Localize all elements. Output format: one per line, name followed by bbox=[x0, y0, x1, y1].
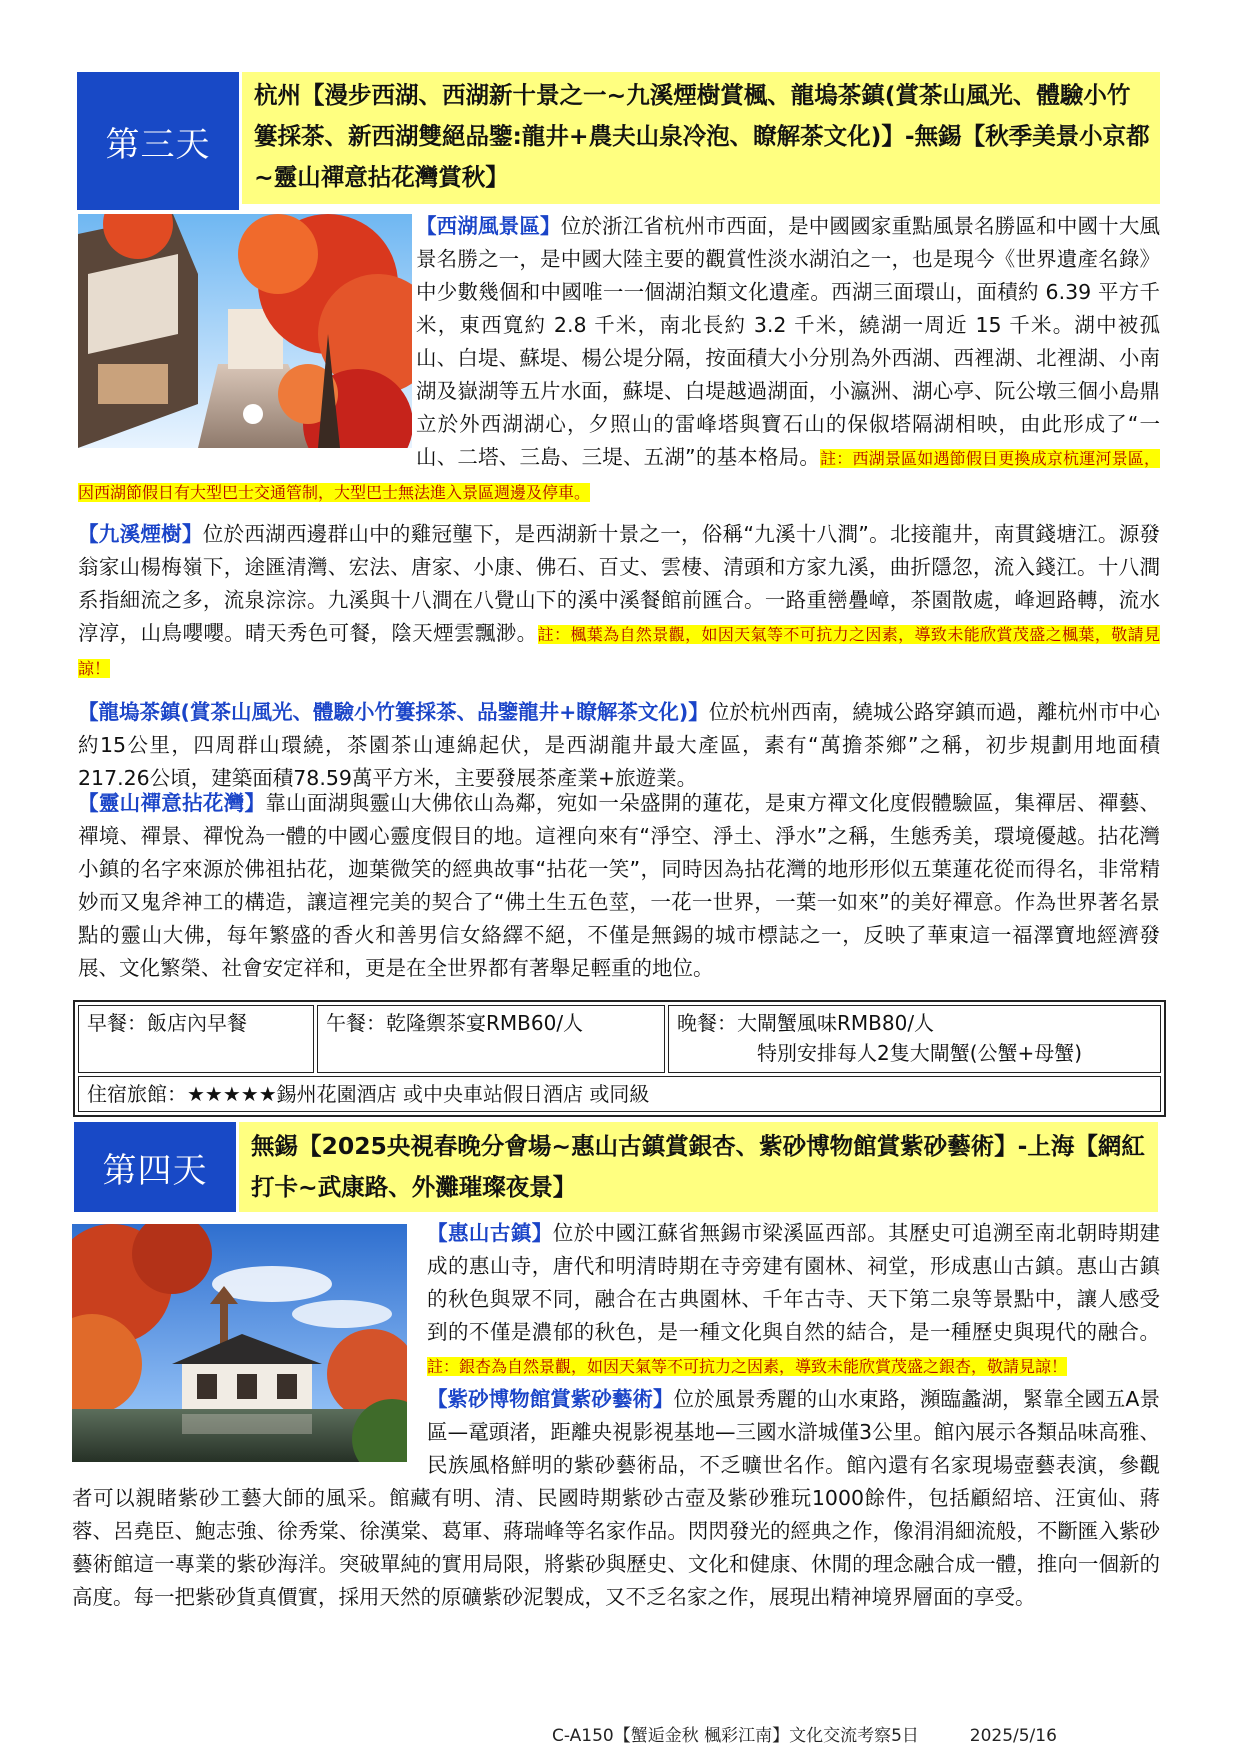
longwu-label: 【龍塢茶鎮(賞茶山風光、體驗小竹簍採茶、品鑒龍井+瞭解茶文化)】 bbox=[78, 700, 709, 724]
westlake-note: 註：西湖景區如遇節假日更換成京杭運河景區，因西湖節假日有大型巴士交通管制，大型巴士無法進入景區週邊及停車。 bbox=[78, 449, 1160, 502]
day3-westlake-paragraph bbox=[78, 210, 1160, 509]
day4-label: 第四天 bbox=[74, 1122, 236, 1212]
day3-longwu-paragraph bbox=[78, 696, 1160, 795]
day3-nianhua-paragraph bbox=[78, 787, 1160, 985]
jiuxi-note: 註：楓葉為自然景觀，如因天氣等不可抗力之因素，導致未能欣賞茂盛之楓葉，敬請見諒！ bbox=[78, 625, 1160, 678]
day3-title: 杭州【漫步西湖、西湖新十景之一~九溪煙樹賞楓、龍塢茶鎮(賞茶山風光、體驗小竹簍採茶、新西湖雙絕品鑒:龍井+農夫山泉冷泡、瞭解茶文化)】-無錫【秋季美景小京都~靈山禪意拈花灣賞秋】 bbox=[242, 72, 1160, 204]
nianhua-text: 靠山面湖與靈山大佛依山為鄰，宛如一朵盛開的蓮花，是東方禪文化度假體驗區，集禪居、禪藝、禪境、禪景、禪悅為一體的中國心靈度假目的地。這裡向來有“淨空、淨土、淨水”之稱，生態秀美，環境優越。拈花灣小鎮的名字來源於佛祖拈花，迦葉微笑的經典故事“拈花一笑”，同時因為拈花灣的地形形似五葉蓮花從而得名，非常精妙而又鬼斧神工的構造，讓這裡完美的契合了“佛土生五色莖，一花一世界，一葉一如來”的美好禪意。作為世界著名景點的靈山大佛，每年繁盛的香火和善男信女絡繹不絕，不僅是無錫的城市標誌之一，反映了華東這一福澤寶地經濟發展、文化繁榮、社會安定祥和，更是在全世界都有著舉足輕重的地位。 bbox=[78, 791, 1161, 980]
huishan-text: 位於中國江蘇省無錫市梁溪區西部。其歷史可追溯至南北朝時期建成的惠山寺，唐代和明清時期在寺旁建有園林、祠堂，形成惠山古鎮。惠山古鎮的秋色與眾不同，融合在古典園林、千年古寺、天下第二泉等景點中，讓人感受到的不僅是濃郁的秋色，是一種文化與自然的結合，是一種歷史與現代的融合。 bbox=[427, 1221, 1161, 1344]
lunch-cell: 午餐：乾隆禦茶宴RMB60/人 bbox=[317, 1005, 665, 1073]
dinner-extra-text: 特別安排每人2隻大閘蟹(公蟹+母蟹) bbox=[757, 1041, 1083, 1065]
longwu-text: 位於杭州西南，繞城公路穿鎮而過，離杭州市中心約15公里，四周群山環繞，茶園茶山連綿起伏，是西湖龍井最大產區，素有“萬擔茶鄉”之稱，初步規劃用地面積217.26公頃，建築面積78.59萬平方米，主要發展茶產業+旅遊業。 bbox=[78, 700, 1160, 790]
westlake-text: 位於浙江省杭州市西面，是中國國家重點風景名勝區和中國十大風景名勝之一，是中國大陸主要的觀賞性淡水湖泊之一，也是現今《世界遺產名錄》中少數幾個和中國唯一一個湖泊類文化遺產。西湖三面環山，面積約 6.39 平方千米，東西寬約 2.8 千米，南北長約 3.2 千米，繞湖一周近 15 千米。湖中被孤山、白堤、蘇堤、楊公堤分隔，按面積大小分別為外西湖、西裡湖、北裡湖、小南湖及嶽湖等五片水面，蘇堤、白堤越過湖面，小瀛洲、湖心亭、阮公墩三個小島鼎立於外西湖湖心，夕照山的雷峰塔與寶石山的保俶塔隔湖相映，由此形成了“一山、二塔、三島、三堤、五湖”的基本格局。 bbox=[416, 214, 1161, 469]
zisha-label: 【紫砂博物館賞紫砂藝術】 bbox=[427, 1387, 674, 1411]
dinner-text: 晚餐：大閘蟹風味RMB80/人 bbox=[677, 1011, 935, 1035]
westlake-label: 【西湖風景區】 bbox=[416, 214, 561, 238]
day4-huishan-paragraph bbox=[72, 1217, 1160, 1614]
hotel-cell: 住宿旅館：★★★★★錫州花園酒店 或中央車站假日酒店 或同級 bbox=[78, 1076, 1161, 1112]
huishan-label: 【惠山古鎮】 bbox=[427, 1221, 553, 1245]
jiuxi-label: 【九溪煙樹】 bbox=[78, 522, 203, 546]
zisha-text: 位於風景秀麗的山水東路，瀕臨蠡湖，緊靠全國五A景區—鼋頭渚，距離央視影視基地—三國水滸城僅3公里。館內展示各類品味高雅、民族風格鮮明的紫砂藝術品，不乏曠世名作。館內還有名家現場壺藝表演，參觀者可以親睹紫砂工藝大師的風采。館藏有明、清、民國時期紫砂古壺及紫砂雅玩1000餘件，包括顧紹培、汪寅仙、蔣蓉、呂堯臣、鮑志強、徐秀棠、徐漢棠、葛軍、蔣瑞峰等名家作品。閃閃發光的經典之作，像涓涓細流般，不斷匯入紫砂藝術館這一專業的紫砂海洋。突破單純的實用局限，將紫砂與歷史、文化和健康、休閒的理念融合成一體，推向一個新的高度。每一把紫砂貨真價實，採用天然的原礦紫砂泥製成，又不乏名家之作，展現出精神境界層面的享受。 bbox=[72, 1387, 1161, 1609]
footer-tour-code: C-A150【蟹逅金秋 楓彩江南】文化交流考察5日 bbox=[552, 1726, 919, 1746]
day3-jiuxi-paragraph bbox=[78, 518, 1160, 685]
page-footer bbox=[552, 1721, 1057, 1746]
jiuxi-text: 位於西湖西邊群山中的雞冠壟下，是西湖新十景之一，俗稱“九溪十八澗”。北接龍井，南貫錢塘江。源發翁家山楊梅嶺下，途匯清灣、宏法、唐家、小康、佛石、百丈、雲棲、清頭和方家九溪，曲折隱忽，流入錢江。十八澗系指細流之多，流泉淙淙。九溪與十八澗在八覺山下的溪中溪餐館前匯合。一路重巒疊嶂，茶園散處，峰迴路轉，流水淳淳，山鳥嚶嚶。晴天秀色可餐，陰天煙雲飄渺。 bbox=[78, 522, 1160, 645]
day3-meals-table bbox=[73, 1000, 1166, 1117]
day3-label: 第三天 bbox=[77, 72, 239, 210]
breakfast-cell: 早餐：飯店內早餐 bbox=[78, 1005, 314, 1073]
huishan-note: 註：銀杏為自然景觀，如因天氣等不可抗力之因素，導致未能欣賞茂盛之銀杏，敬請見諒！ bbox=[427, 1357, 1068, 1376]
day4-title: 無錫【2025央視春晚分會場~惠山古鎮賞銀杏、紫砂博物館賞紫砂藝術】-上海【網紅打卡~武康路、外灘璀璨夜景】 bbox=[239, 1122, 1158, 1212]
dinner-cell bbox=[668, 1005, 1161, 1073]
footer-date: 2025/5/16 bbox=[969, 1726, 1057, 1746]
nianhua-label: 【靈山禪意拈花灣】 bbox=[78, 791, 266, 815]
